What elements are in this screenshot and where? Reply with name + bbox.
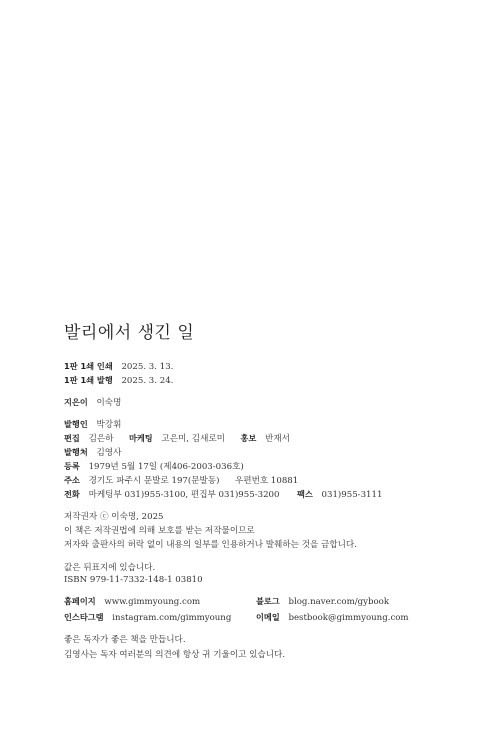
blog-label: 블로그 bbox=[256, 596, 280, 606]
first-print-line bbox=[64, 361, 173, 372]
isbn: ISBN 979-11-7332-148-1 03810 bbox=[64, 575, 203, 585]
author-line bbox=[64, 396, 121, 408]
editor-name: 김은하 bbox=[88, 434, 114, 444]
publisher-line bbox=[64, 418, 121, 430]
address-label: 주소 bbox=[64, 475, 80, 485]
house-name: 김영사 bbox=[96, 448, 122, 458]
homepage-line bbox=[64, 596, 200, 607]
email-label: 이메일 bbox=[256, 612, 280, 622]
pr-name: 반재서 bbox=[265, 434, 290, 444]
copyright-line-3: 저자와 출판사의 허락 없이 내용의 일부를 인용하거나 발췌하는 것을 금합니다. bbox=[64, 540, 357, 550]
copyright-line-2: 이 책은 저작권법에 의해 보호를 받는 저작물이므로 bbox=[64, 526, 255, 536]
email-line bbox=[256, 612, 409, 623]
instagram-label: 인스타그램 bbox=[64, 612, 104, 622]
publisher-name: 박강휘 bbox=[96, 420, 122, 430]
postal-code: 우편번호 10881 bbox=[234, 476, 299, 486]
homepage-label: 홈페이지 bbox=[64, 596, 96, 606]
address-line bbox=[64, 474, 298, 486]
price-note: 값은 뒤표지에 있습니다. bbox=[64, 563, 156, 573]
copyright-line-1: 저작권자 ⓒ 이숙명, 2025 bbox=[64, 512, 164, 522]
registration-line bbox=[64, 460, 244, 472]
first-print-date: 2025. 3. 13. bbox=[121, 362, 174, 372]
first-print-label: 1판 1쇄 인쇄 bbox=[64, 361, 113, 371]
instagram-url[interactable]: instagram.com/gimmyoung bbox=[112, 613, 232, 623]
phone-label: 전화 bbox=[64, 489, 80, 499]
address-value: 경기도 파주시 문발로 197(문발동) bbox=[88, 476, 220, 486]
blog-url[interactable]: blog.naver.com/gybook bbox=[288, 597, 390, 607]
phone-line bbox=[64, 488, 382, 500]
author-label: 지은이 bbox=[64, 397, 88, 407]
first-publish-label: 1판 1쇄 발행 bbox=[64, 375, 113, 385]
fax-label: 팩스 bbox=[296, 489, 313, 499]
staff-line bbox=[64, 432, 290, 444]
homepage-url[interactable]: www.gimmyoung.com bbox=[104, 597, 201, 607]
email-address[interactable]: bestbook@gimmyoung.com bbox=[288, 613, 409, 623]
phone-editorial: 편집부 031)955-3200 bbox=[190, 490, 280, 500]
closing-line-2: 김영사는 독자 여러분의 의견에 항상 귀 기울이고 있습니다. bbox=[64, 650, 286, 660]
house-label: 발행처 bbox=[64, 447, 88, 457]
marketing-label: 마케팅 bbox=[128, 433, 153, 443]
pr-label: 홍보 bbox=[240, 433, 257, 443]
marketing-names: 고은미, 김새로미 bbox=[161, 434, 225, 444]
first-publish-date: 2025. 3. 24. bbox=[121, 376, 174, 386]
instagram-line bbox=[64, 612, 231, 623]
first-publish-line bbox=[64, 375, 173, 386]
publisher-label: 발행인 bbox=[64, 419, 88, 429]
closing-line-1: 좋은 독자가 좋은 책을 만듭니다. bbox=[64, 635, 186, 645]
blog-line bbox=[256, 596, 389, 607]
house-line bbox=[64, 446, 121, 458]
editor-label: 편집 bbox=[64, 433, 80, 443]
author-name: 이숙명 bbox=[96, 398, 122, 408]
registration-value: 1979년 5월 17일 (제406-2003-036호) bbox=[88, 462, 244, 472]
book-title: 발리에서 생긴 일 bbox=[64, 323, 195, 343]
fax-number: 031)955-3111 bbox=[321, 490, 383, 500]
phone-marketing: 마케팅부 031)955-3100, bbox=[88, 490, 189, 500]
registration-label: 등록 bbox=[64, 461, 80, 471]
